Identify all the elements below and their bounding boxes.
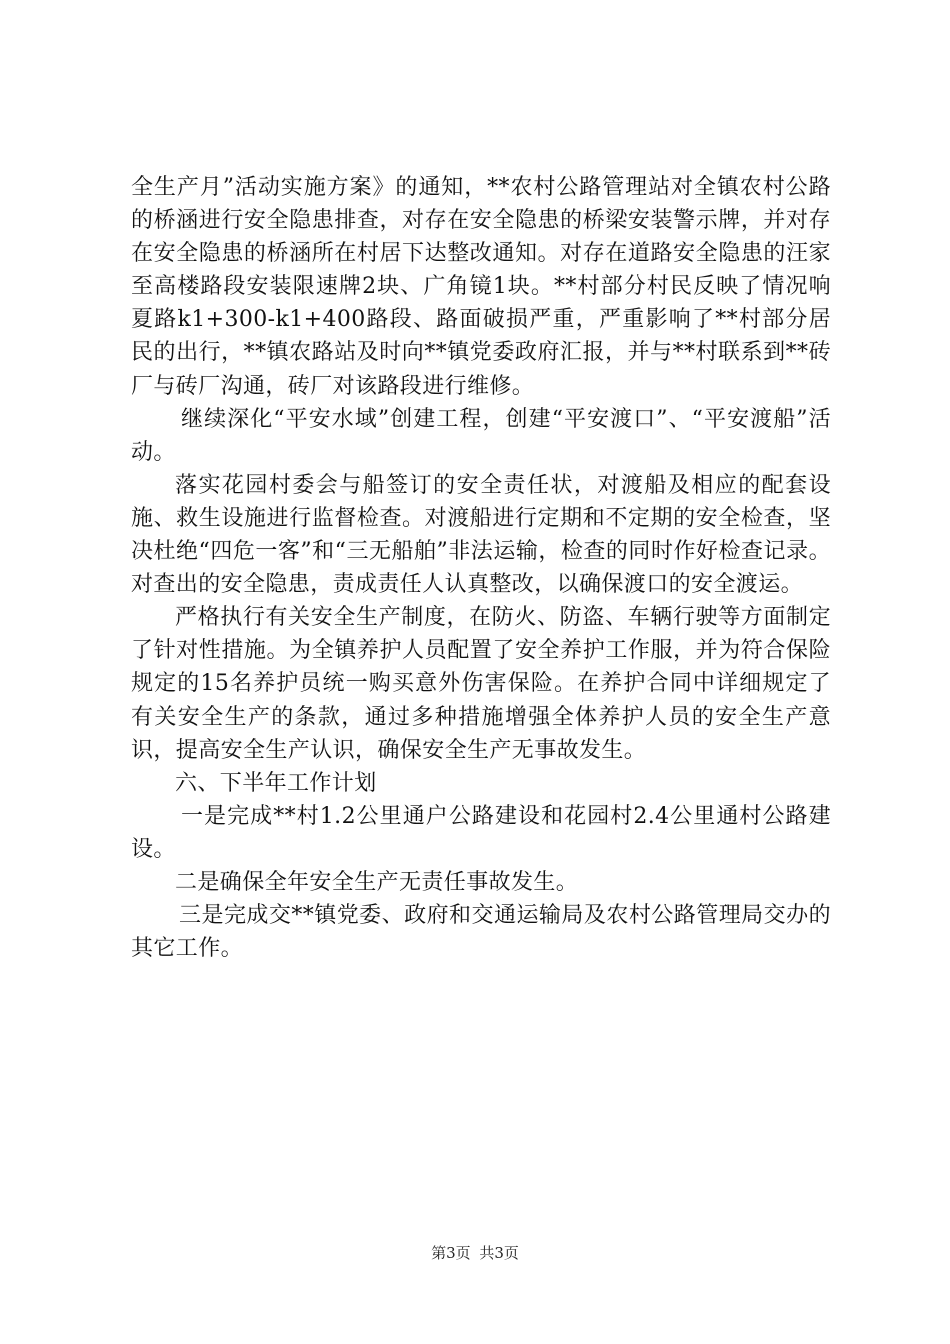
paragraph-plan-item-3: 三是完成交**镇党委、政府和交通运输局及农村公路管理局交办的其它工作。 — [131, 903, 831, 962]
page-footer — [0, 1243, 950, 1263]
document-body — [131, 171, 831, 965]
section-heading-work-plan: 六、下半年工作计划 — [175, 770, 377, 796]
paragraph-safety-system: 严格执行有关安全生产制度，在防火、防盗、车辆行驶等方面制定了针对性措施。为全镇养护人员配置了安全养护工作服，并为符合保险规定的15名养护员统一购买意外伤害保险。在养护合同中详细规定了有关安全生产的条款，通过多种措施增强全体养护人员的安全生产意识，提高安全生产认识，确保安全生产无事故发生。 — [131, 605, 831, 763]
paragraph-safe-waters: 继续深化“平安水域”创建工程，创建“平安渡口”、“平安渡船”活动。 — [131, 406, 831, 465]
page-number: 第3页 — [431, 1244, 471, 1262]
paragraph-plan-item-2: 二是确保全年安全生产无责任事故发生。 — [175, 869, 579, 895]
paragraph-safety-inspection: 全生产月”活动实施方案》的通知，**农村公路管理站对全镇农村公路的桥涵进行安全隐患排查，对存在安全隐患的桥梁安装警示牌，并对存在安全隐患的桥涵所在村居下达整改通知。对存在道路安全隐患的汪家至高楼路段安装限速牌2块、广角镜1块。**村部分村民反映了情况响夏路k1+300-k1+400路段、路面破损严重，严重影响了**村部分居民的出行，**镇农路站及时向**镇党委政府汇报，并与**村联系到**砖厂与砖厂沟通，砖厂对该路段进行维修。 — [131, 175, 831, 399]
paragraph-ferry-supervision: 落实花园村委会与船签订的安全责任状，对渡船及相应的配套设施、救生设施进行监督检查。对渡船进行定期和不定期的安全检查，坚决杜绝“四危一客”和“三无船舶”非法运输，检查的同时作好检查记录。对查出的安全隐患，责成责任人认真整改，以确保渡口的安全渡运。 — [131, 472, 831, 598]
paragraph-plan-item-1: 一是完成**村1.2公里通户公路建设和花园村2.4公里通村公路建设。 — [131, 803, 831, 862]
page-total: 共3页 — [479, 1244, 519, 1262]
